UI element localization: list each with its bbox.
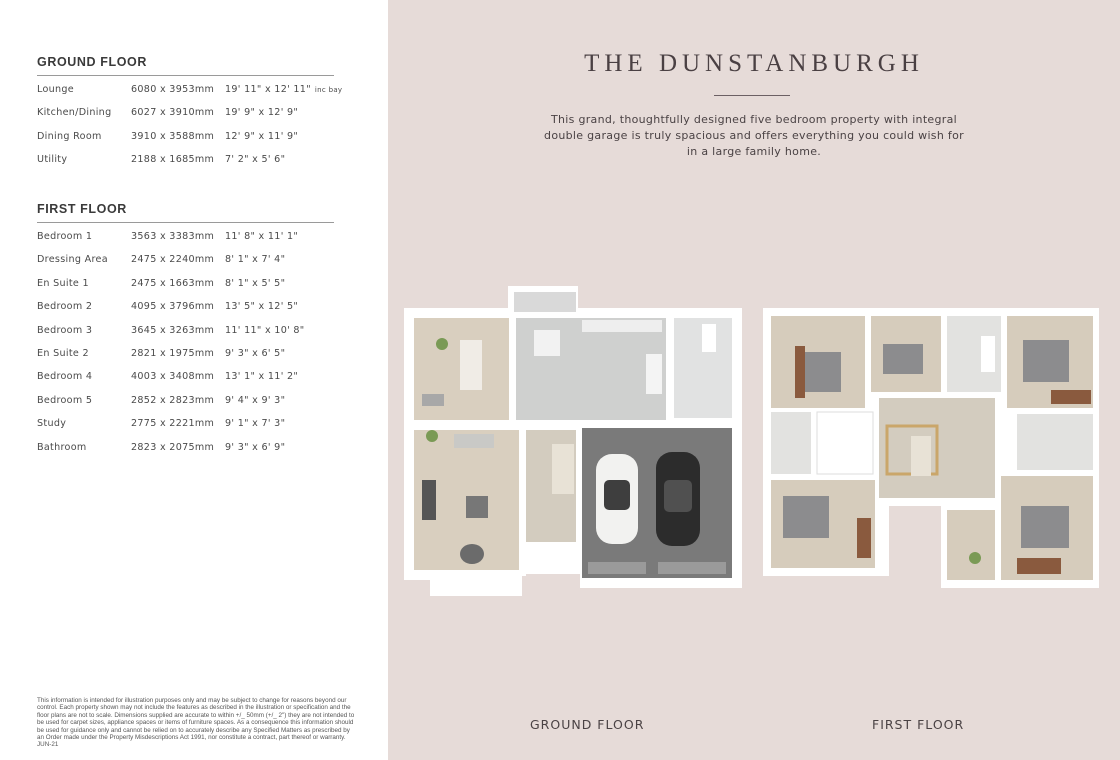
property-overview-panel — [388, 0, 1120, 760]
room-metric-size: 2823 x 2075mm — [131, 441, 215, 453]
room-dimensions-panel — [0, 0, 388, 760]
room-name: Study — [37, 418, 67, 430]
title-divider — [714, 95, 790, 96]
first-floor-heading: FIRST FLOOR — [37, 202, 334, 223]
room-row — [37, 278, 357, 301]
room-metric-size: 2475 x 2240mm — [131, 254, 215, 266]
property-description: This grand, thoughtfully designed five bedroom property with integral double garage is truly spacious and offers everything you could wish for in a large family home. — [544, 113, 964, 158]
first-floor-room-table — [37, 231, 357, 465]
room-imperial-size: 9' 3" x 6' 9" — [225, 441, 286, 453]
room-row — [37, 301, 357, 324]
room-name: Bedroom 1 — [37, 231, 93, 242]
room-row — [37, 442, 357, 465]
room-name: Dining Room — [37, 130, 102, 142]
room-imperial-size — [225, 84, 342, 95]
room-imperial-size: 8' 1" x 7' 4" — [225, 254, 286, 266]
room-imperial-size: 13' 5" x 12' 5" — [225, 301, 299, 313]
room-metric-size: 2852 x 2823mm — [131, 394, 215, 406]
room-metric-size: 3645 x 3263mm — [131, 324, 215, 336]
room-row — [37, 254, 357, 277]
room-metric-size: 3910 x 3588mm — [131, 130, 215, 142]
room-imperial-size: 11' 8" x 11' 1" — [225, 231, 299, 242]
room-row — [37, 131, 357, 154]
ground-floor-heading: GROUND FLOOR — [37, 55, 334, 76]
room-name: En Suite 2 — [37, 347, 89, 359]
room-name: Bedroom 2 — [37, 301, 93, 313]
room-imperial-size: 9' 3" x 6' 5" — [225, 347, 286, 359]
room-row — [37, 348, 357, 371]
room-row — [37, 418, 357, 441]
room-metric-size: 3563 x 3383mm — [131, 231, 215, 242]
room-row — [37, 371, 357, 394]
study-floor — [947, 510, 995, 580]
room-metric-size: 2775 x 2221mm — [131, 418, 215, 430]
room-name: Kitchen/Dining — [37, 107, 112, 119]
room-imperial-size: 9' 1" x 7' 3" — [225, 418, 286, 430]
room-metric-size: 2188 x 1685mm — [131, 154, 215, 166]
room-name: Bedroom 3 — [37, 324, 93, 336]
room-name: Bedroom 4 — [37, 371, 93, 383]
room-name: En Suite 1 — [37, 277, 89, 289]
disclaimer-text: This information is intended for illustration purposes only and may be subject to change for reasons beyond our control. Each property shown may not include the features as described in the illustration or specification and the floor plans are not to scale. Dimensions supplied are accurate to within +/_ 50mm (+/_ 2") they are not intended to be used for carpet sizes, appliance spaces or items of furniture spaces. As a consequence this information should be used for guidance only and cannot be relied on to accurately describe any Specified Matters as prescribed by an Order made under the Property Misdescriptions Act 1991, nor constitute a contract, part thereof or warranty. JUN-21 — [37, 697, 355, 749]
ground-floor-plan-image — [402, 284, 747, 599]
dressing-area-floor — [817, 412, 873, 474]
room-metric-size: 6080 x 3953mm — [131, 84, 215, 95]
room-row — [37, 231, 357, 254]
room-metric-size: 6027 x 3910mm — [131, 107, 215, 119]
room-size-note: inc bay — [314, 86, 343, 94]
room-row — [37, 107, 357, 130]
room-metric-size: 4003 x 3408mm — [131, 371, 215, 383]
ground-floor-room-table — [37, 84, 357, 178]
room-name: Bathroom — [37, 441, 87, 453]
first-floor-caption: FIRST FLOOR — [872, 717, 965, 732]
room-row — [37, 154, 357, 177]
room-imperial-size: 7' 2" x 5' 6" — [225, 154, 286, 166]
room-metric-size: 2821 x 1975mm — [131, 347, 215, 359]
property-title: THE DUNSTANBURGH — [584, 50, 924, 77]
room-imperial-size: 12' 9" x 11' 9" — [225, 130, 299, 142]
en-suite-1-floor — [771, 412, 811, 474]
ground-floor-caption: GROUND FLOOR — [530, 717, 645, 732]
room-imperial-size: 13' 1" x 11' 2" — [225, 371, 299, 383]
room-name: Lounge — [37, 84, 74, 95]
room-imperial-size: 8' 1" x 5' 5" — [225, 277, 286, 289]
room-metric-size: 2475 x 1663mm — [131, 277, 215, 289]
room-name: Bedroom 5 — [37, 394, 93, 406]
room-name: Utility — [37, 154, 68, 166]
room-row — [37, 325, 357, 348]
room-imperial-size: 11' 11" x 10' 8" — [225, 324, 305, 336]
room-imperial-size: 9' 4" x 9' 3" — [225, 394, 286, 406]
first-floor-plan-image — [761, 306, 1106, 596]
room-metric-size: 4095 x 3796mm — [131, 301, 215, 313]
room-name: Dressing Area — [37, 254, 108, 266]
room-imperial-size: 19' 9" x 12' 9" — [225, 107, 299, 119]
room-row — [37, 84, 357, 107]
room-imperial-value: 19' 11" x 12' 11" — [225, 84, 311, 95]
room-row — [37, 395, 357, 418]
en-suite-2-floor — [1017, 414, 1093, 470]
